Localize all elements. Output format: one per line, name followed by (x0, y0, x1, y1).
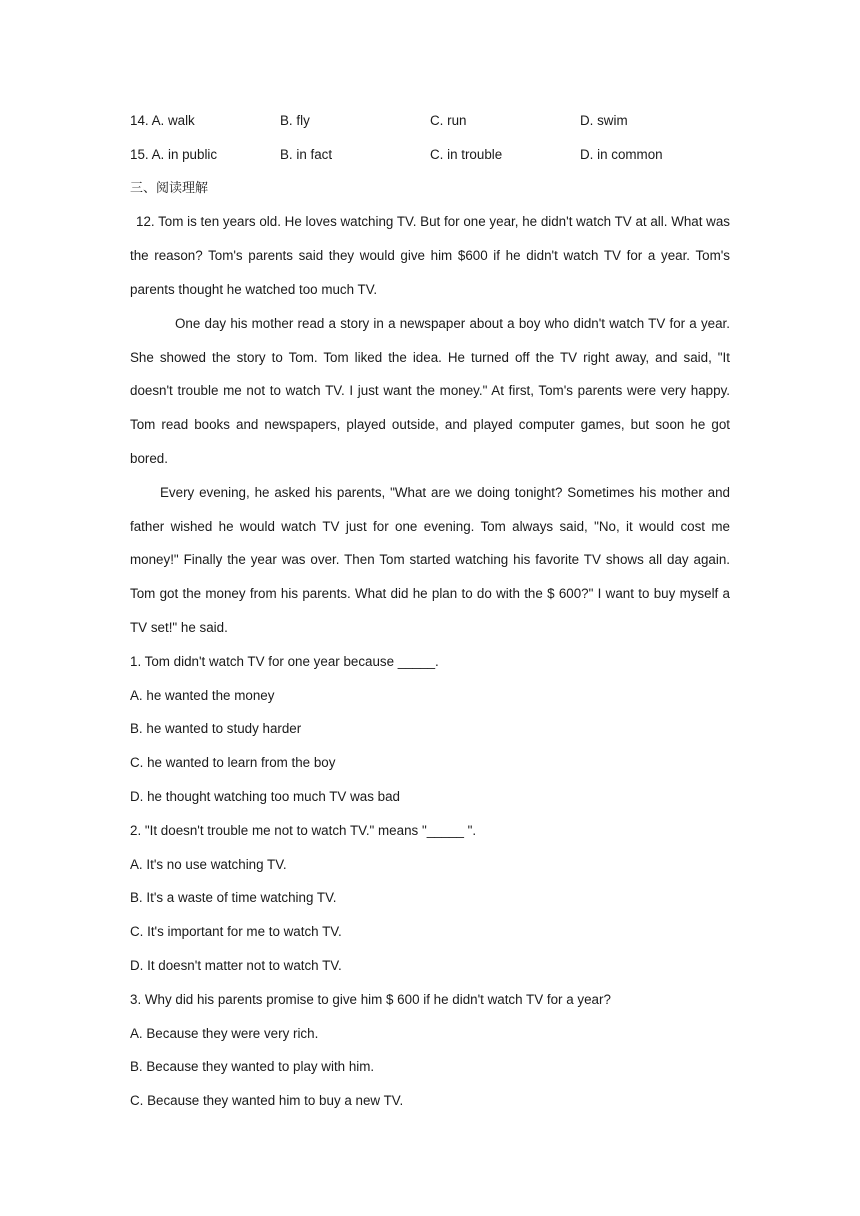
answer-option: C. Because they wanted him to buy a new TV. (130, 1093, 404, 1109)
section-title: 三、阅读理解 (130, 180, 209, 196)
passage-paragraph: 12. Tom is ten years old. He loves watching TV. But for one year, he didn't watch TV at all. What was the reason? Tom's parents said they would give him $600 if he didn't watch TV for a year. Tom's parents thought he watched too much TV. (130, 214, 730, 297)
answer-option: A. It's no use watching TV. (130, 856, 287, 872)
answer-option: B. It's a waste of time watching TV. (130, 890, 337, 906)
question-stem: 3. Why did his parents promise to give him $ 600 if he didn't watch TV for a year? (130, 991, 611, 1007)
document-page (130, 104, 730, 1118)
answer-option: C. he wanted to learn from the boy (130, 755, 336, 771)
answer-option: C. It's important for me to watch TV. (130, 924, 342, 940)
passage-paragraph: Every evening, he asked his parents, "What are we doing tonight? Sometimes his mother and father wished he would watch TV just for one evening. Tom always said, "No, it would cost me money!" Finally the year was over. Then Tom started watching his favorite TV shows all day again. Tom got the money from his parents. What did he plan to do with the $ 600?" I want to buy myself a TV set!" he said. (130, 484, 730, 635)
answer-option: A. he wanted the money (130, 687, 275, 703)
options-row-15 (130, 138, 730, 172)
option-15-b: B. in fact (280, 146, 333, 162)
options-row-14 (130, 104, 730, 138)
answer-option: A. Because they were very rich. (130, 1025, 319, 1041)
question-stem: 1. Tom didn't watch TV for one year because _____. (130, 653, 439, 669)
answer-option: D. It doesn't matter not to watch TV. (130, 957, 342, 973)
answer-option: D. he thought watching too much TV was bad (130, 788, 400, 804)
option-15-c: C. in trouble (430, 146, 503, 162)
option-15-a: 15. A. in public (130, 146, 218, 162)
option-15-d: D. in common (580, 146, 663, 162)
option-14-a: 14. A. walk (130, 113, 195, 128)
option-14-c: C. run (430, 113, 467, 128)
question-stem: 2. "It doesn't trouble me not to watch TV." means "_____ ". (130, 822, 477, 838)
option-14-b: B. fly (280, 113, 310, 128)
option-14-d: D. swim (580, 113, 628, 128)
passage-paragraph: One day his mother read a story in a newspaper about a boy who didn't watch TV for a year. She showed the story to Tom. Tom liked the idea. He turned off the TV right away, and said, "It doesn't trouble me not to watch TV. I just want the money." At first, Tom's parents were very happy. Tom read books and newspapers, played outside, and played computer games, but soon he got bored. (130, 315, 730, 466)
answer-option: B. he wanted to study harder (130, 721, 302, 737)
answer-option: B. Because they wanted to play with him. (130, 1059, 375, 1075)
